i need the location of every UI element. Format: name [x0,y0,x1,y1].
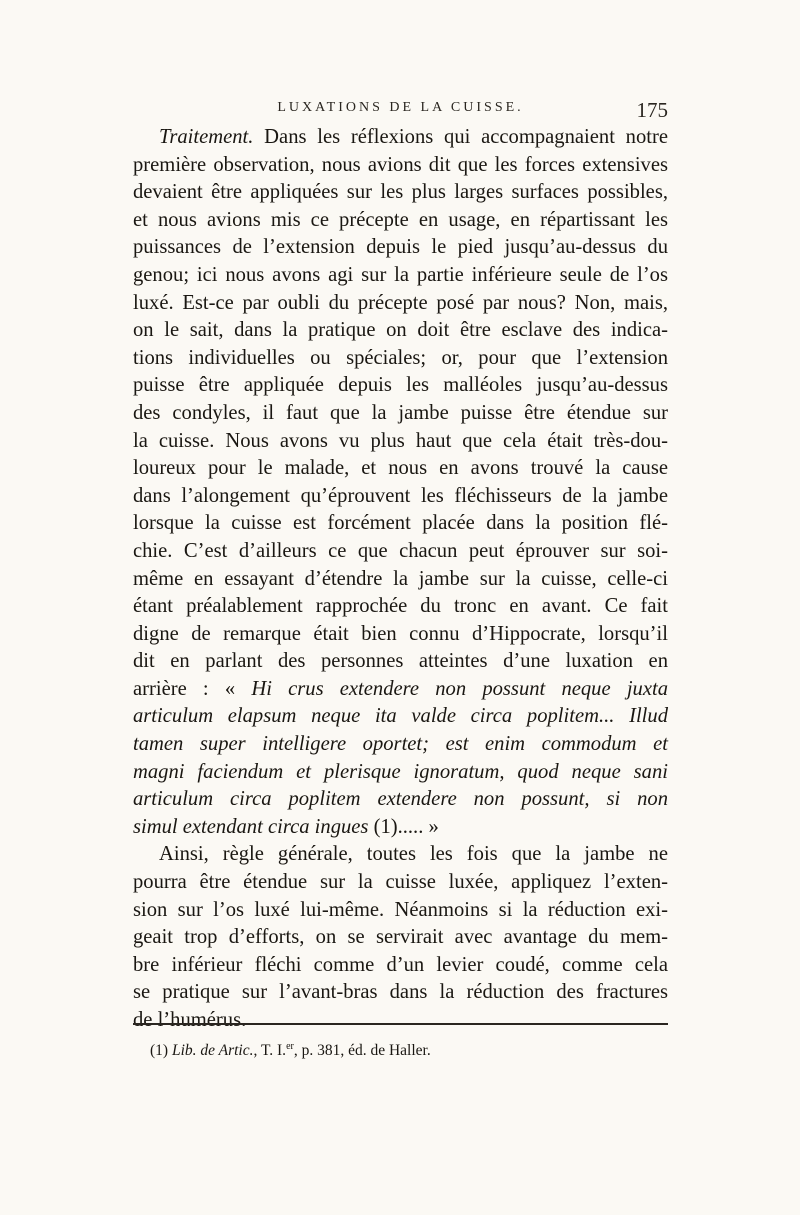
text-line: tions individuelles ou spéciales; or, pour que l’extension [133,346,668,369]
text-line: la cuisse. Nous avons vu plus haut que cela était très-dou- [133,429,668,452]
footnote-marker: (1) [150,1042,172,1059]
latin-quote: Hi crus extendere non possunt neque juxta [251,677,668,700]
text-line: se pratique sur l’avant-bras dans la réduction des fractures [133,981,668,1004]
text-line: dans l’alongement qu’éprouvent les fléchisseurs de la jambe [133,484,668,507]
text-line: dit en parlant des personnes atteintes d’une luxation en [133,650,668,673]
text-line: digne de remarque était bien connu d’Hippocrate, lorsqu’il [133,622,668,645]
text-line: même en essayant d’étendre la jambe sur la cuisse, celle-ci [133,567,668,590]
text-line: Traitement. Dans les réflexions qui accompagnaient notre [159,126,668,148]
page-number: 175 [636,98,668,122]
footnote: (1) Lib. de Artic., T. I.$^{er}$, p. 381, éd. de Haller. [150,1040,431,1059]
text-line: des condyles, il faut que la jambe puisse être étendue sur [133,401,668,424]
latin-quote-line: simul extendant circa ingues (1)..... » [133,815,439,838]
footnote-reference: (1)..... » [368,815,439,838]
text-line: lorsque la cuisse est forcément placée dans la position flé- [133,512,668,535]
section-lead-word: Traitement. [159,126,254,148]
running-title: LUXATIONS DE LA CUISSE. [277,100,524,115]
text-line: Ainsi, règle générale, toutes les fois que la jambe ne [159,843,668,866]
text-line: arrière : « Hi crus extendere non possunt neque juxta [133,677,668,700]
text-line: devaient être appliquées sur les plus larges surfaces possibles, [133,181,668,204]
latin-quote-line: articulum circa poplitem extendere non possunt, si non [133,788,668,811]
latin-quote-line: tamen super intelligere oportet; est enim commodum et [133,733,668,756]
text-line: loureux pour le malade, et nous en avons trouvé la cause [133,457,668,480]
text-line: on le sait, dans la pratique on doit être esclave des indica- [133,319,668,342]
text-line: chie. C’est d’ailleurs ce que chacun peut éprouver sur soi- [133,539,668,562]
text-line: bre inférieur fléchi comme d’un levier coudé, comme cela [133,953,668,976]
text-line: genou; ici nous avons agi sur la partie inférieure seule de l’os [133,263,668,286]
body-text [133,124,668,1035]
text-line: geait trop d’efforts, on se servirait avec avantage du mem- [133,926,668,949]
text-line: puisse être appliquée depuis les malléoles jusqu’au-dessus [133,374,668,397]
latin-quote-line: articulum elapsum neque ita valde circa poplitem... Illud [133,705,668,728]
text-line: étant préalablement rapprochée du tronc en avant. Ce fait [133,595,668,618]
text-line: de l’humérus. [133,1009,247,1031]
text-line: et nous avions mis ce précepte en usage, en répartissant les [133,208,668,231]
footnote-source: Lib. de Artic. [171,1042,254,1059]
text-line: puissances de l’extension depuis le pied jusqu’au-dessus du [133,236,668,259]
footnote-rule [133,1023,668,1025]
latin-quote-line: magni faciendum et plerisque ignoratum, quod neque sani [133,760,668,783]
text-line: première observation, nous avions dit que les forces extensives [133,153,668,176]
running-head [133,98,668,122]
text-line: pourra être étendue sur la cuisse luxée, appliquez l’exten- [133,871,668,894]
text-line: luxé. Est-ce par oubli du précepte posé par nous? Non, mais, [133,291,668,314]
text-line: sion sur l’os luxé lui-même. Néanmoins si la réduction exi- [133,898,668,921]
